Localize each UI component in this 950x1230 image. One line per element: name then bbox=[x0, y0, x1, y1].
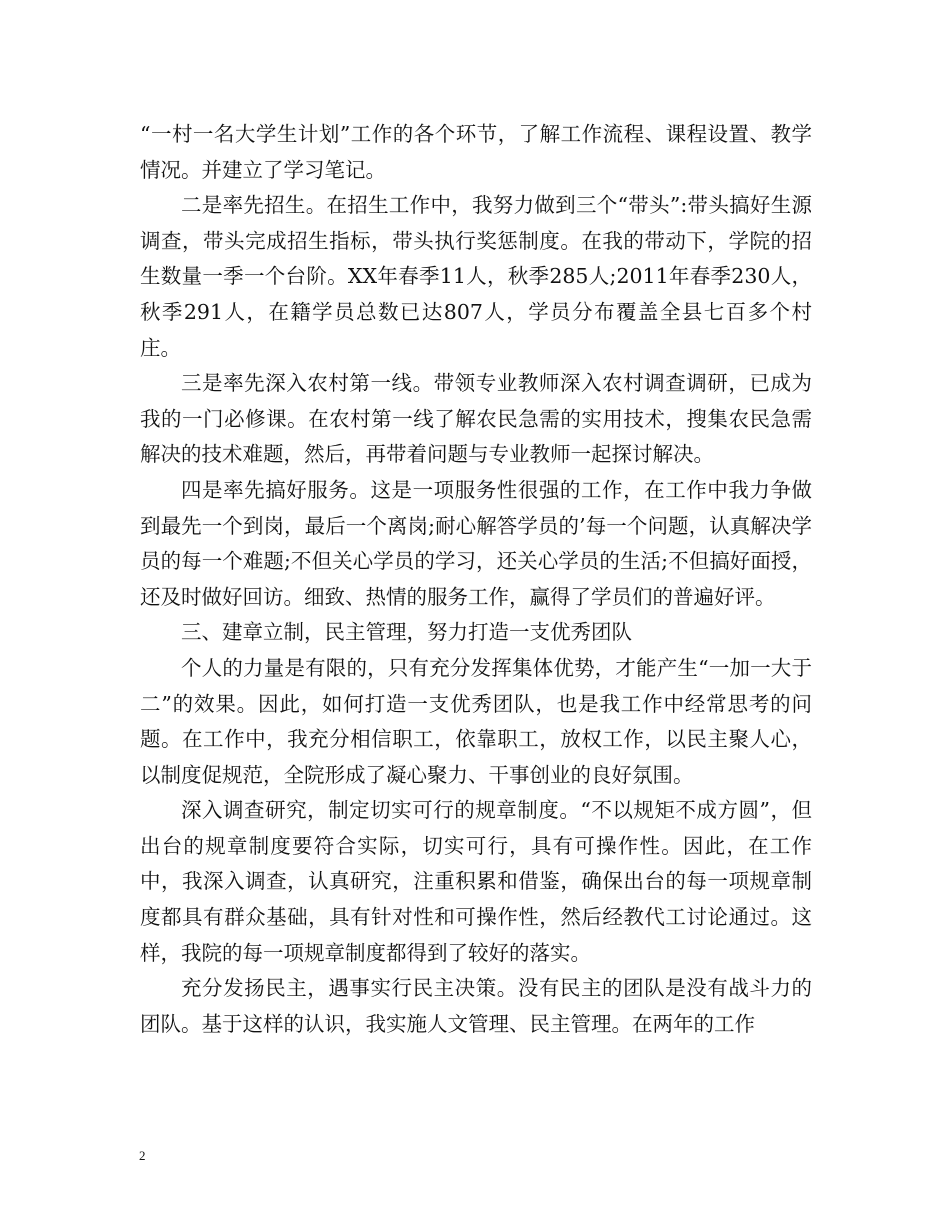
paragraph-5: 个人的力量是有限的，只有充分发挥集体优势，才能产生“一加一大于二”的效果。因此，如何打造一支优秀团队，也是我工作中经常思考的问题。在工作中，我充分相信职工，依靠职工，放权工作，以民主聚人心，以制度促规范，全院形成了凝心聚力、干事创业的良好氛围。 bbox=[140, 655, 812, 787]
page-number: 2 bbox=[139, 1148, 146, 1163]
paragraph-6: 深入调查研究，制定切实可行的规章制度。“不以规矩不成方圆”，但出台的规章制度要符合实际，切实可行，具有可操作性。因此，在工作中，我深入调查，认真研究，注重积累和借鉴，确保出台的每一项规章制度都具有群众基础，具有针对性和可操作性，然后经教代工讨论通过。这样，我院的每一项规章制度都得到了较好的落实。 bbox=[140, 798, 812, 965]
paragraph-7: 充分发扬民主，遇事实行民主决策。没有民主的团队是没有战斗力的团队。基于这样的认识，我实施人文管理、民主管理。在两年的工作 bbox=[140, 976, 812, 1036]
paragraph-4: 四是率先搞好服务。这是一项服务性很强的工作，在工作中我力争做到最先一个到岗，最后一个离岗;耐心解答学员的’每一个问题，认真解决学员的每一个难题;不但关心学员的学习，还关心学员的生活;不但搞好面授，还及时做好回访。细致、热情的服务工作，赢得了学员们的普遍好评。 bbox=[140, 477, 812, 609]
paragraph-1: “一村一名大学生计划”工作的各个环节，了解工作流程、课程设置、教学情况。并建立了学习笔记。 bbox=[140, 122, 812, 182]
section-heading: 三、建章立制，民主管理，努力打造一支优秀团队 bbox=[181, 620, 632, 645]
document-body bbox=[140, 117, 812, 1042]
paragraph-2: 二是率先招生。在招生工作中，我努力做到三个“带头”:带头搞好生源调查，带头完成招生指标，带头执行奖惩制度。在我的带动下，学院的招生数量一季一个台阶。XX年春季11人，秋季285人;2011年春季230人，秋季291人，在籍学员总数已达807人，学员分布覆盖全县七百多个村庄。 bbox=[140, 193, 812, 360]
paragraph-3: 三是率先深入农村第一线。带领专业教师深入农村调查调研，已成为我的一门必修课。在农村第一线了解农民急需的实用技术，搜集农民急需解决的技术难题，然后，再带着问题与专业教师一起探讨解决。 bbox=[140, 371, 812, 467]
